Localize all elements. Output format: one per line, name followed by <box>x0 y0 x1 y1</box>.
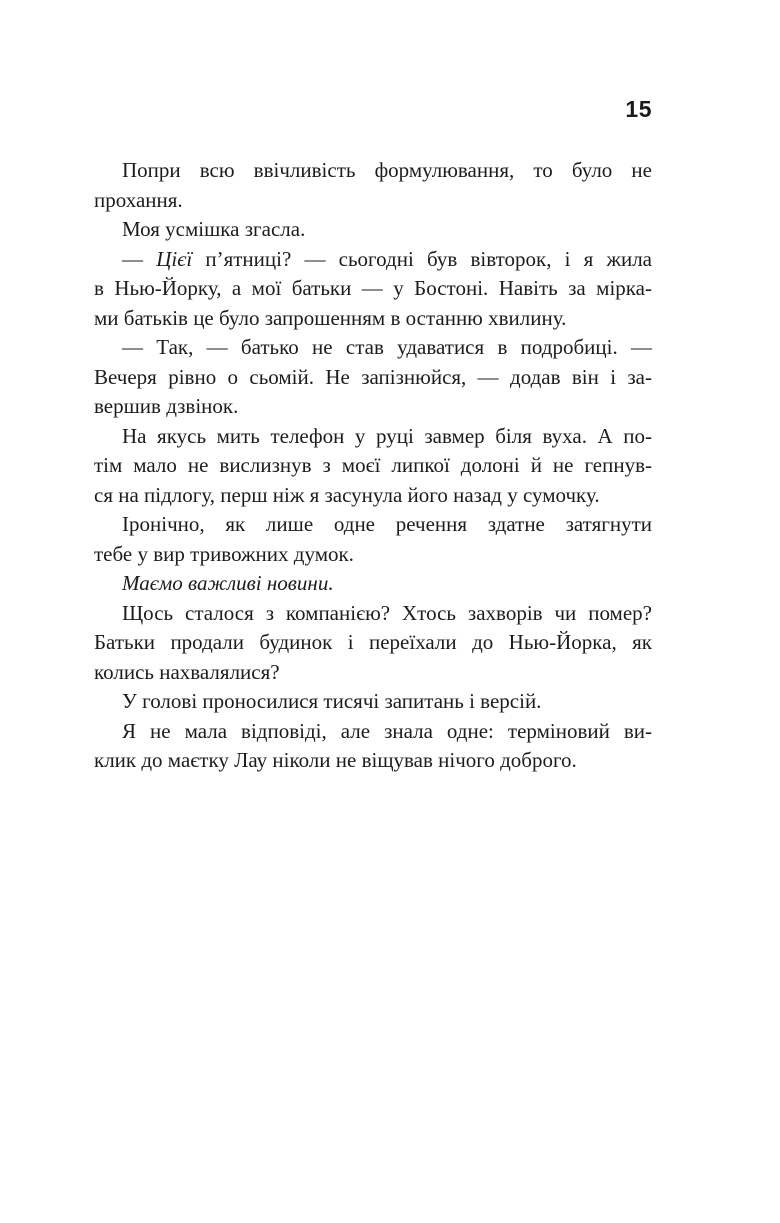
paragraph <box>94 717 652 776</box>
text-run: — Так, — батько не став удаватися в подробиці. — <box>122 335 652 359</box>
text-run: Щось сталося з компанією? Хтось захворів чи помер? <box>122 600 652 625</box>
text-run: Іронічно, як лише одне речення здатне затягнути <box>122 512 652 536</box>
text-run: На якусь мить телефон у руці завмер біля вуха. А по- <box>122 423 652 448</box>
text-line <box>94 274 652 304</box>
text-run: У голові проносилися тисячі запитань і версій. <box>122 689 542 713</box>
text-line <box>94 717 652 747</box>
paragraph <box>94 687 652 717</box>
text-line <box>94 245 652 275</box>
paragraph <box>94 422 652 511</box>
page-number: 15 <box>625 96 652 122</box>
italic-run: Маємо важливі новини. <box>122 571 334 595</box>
text-line <box>94 510 652 540</box>
text-run: Моя усмішка згасла. <box>122 217 306 241</box>
text-line <box>94 599 652 629</box>
text-run: Вечеря рівно о сьомій. Не запізнюйся, — додав він і за- <box>94 364 652 389</box>
text-run: вершив дзвінок. <box>94 394 239 418</box>
text-line <box>94 540 652 570</box>
text-line <box>94 156 652 186</box>
paragraph <box>94 156 652 215</box>
page-text <box>94 156 652 776</box>
text-run: Батьки продали будинок і переїхали до Нью-Йорка, як <box>94 630 652 654</box>
text-run: ми батьків це було запрошенням в останню хвилину. <box>94 305 567 330</box>
paragraph <box>94 333 652 422</box>
text-line <box>94 363 652 393</box>
paragraph <box>94 510 652 569</box>
text-run: колись нахвалялися? <box>94 659 280 684</box>
paragraph <box>94 569 652 599</box>
text-run: тім мало не вислизнув з моєї липкої долоні й не гепнув- <box>94 453 652 477</box>
text-run: в Нью-Йорку, а мої батьки — у Бостоні. Навіть за мірка- <box>94 276 652 300</box>
italic-run: Цієї <box>156 246 193 271</box>
text-line <box>94 333 652 363</box>
text-run: ся на підлогу, перш ніж я засунула його назад у сумочку. <box>94 482 600 507</box>
text-line <box>94 746 652 776</box>
text-run: Попри всю ввічливість формулювання, то було не <box>122 158 652 182</box>
text-line <box>94 569 652 599</box>
text-run: прохання. <box>94 187 183 212</box>
text-line <box>94 481 652 511</box>
text-line <box>94 658 652 688</box>
text-line <box>94 215 652 245</box>
text-run: клик до маєтку Лау ніколи не віщував нічого доброго. <box>94 748 577 772</box>
paragraph <box>94 215 652 245</box>
text-run: Я не мала відповіді, але знала одне: терміновий ви- <box>122 718 652 743</box>
text-line <box>94 304 652 334</box>
text-line <box>94 422 652 452</box>
text-line <box>94 628 652 658</box>
text-line <box>94 392 652 422</box>
text-line <box>94 451 652 481</box>
text-line <box>94 186 652 216</box>
text-run: тебе у вир тривожних думок. <box>94 541 354 566</box>
text-run: — <box>122 246 157 271</box>
text-run: п’ятниці? — сьогодні був вівторок, і я жила <box>192 246 653 271</box>
text-line <box>94 687 652 717</box>
paragraph <box>94 245 652 334</box>
paragraph <box>94 599 652 688</box>
